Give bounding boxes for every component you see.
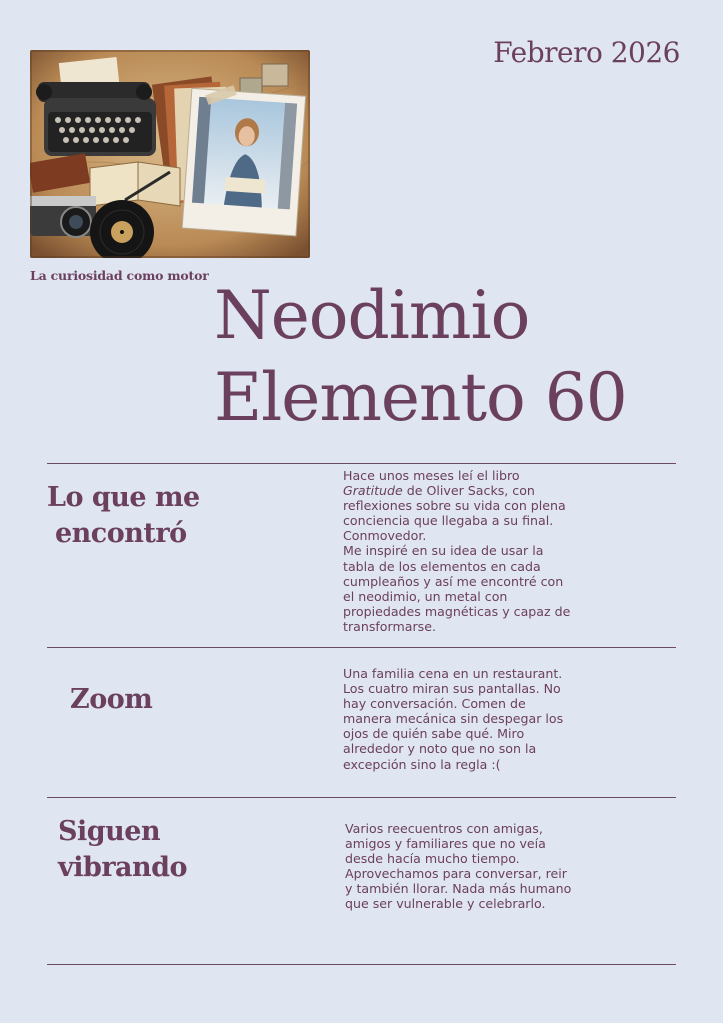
section-paragraph: Varios reecuentros con amigas, amigos y familiares que no veía desde hacía mucho tiempo. Aprovechamos para conversar, reir y también llorar. Nada más humano que ser vulnerable y celebrarlo. <box>345 821 572 912</box>
section-paragraph <box>343 468 571 543</box>
paragraph-text: de Oliver Sacks, con reflexiones sobre su vida con plena conciencia que llegaba a su final. Conmovedor. <box>343 483 566 544</box>
section-body-vibrando <box>345 821 573 912</box>
section-body-zoom <box>343 666 573 772</box>
section-paragraph: Me inspiré en su idea de usar la tabla de los elementos en cada cumpleaños y así me encontré con el neodimio, un metal con propiedades magnéticas y capaz de transformarse. <box>343 543 571 634</box>
section-divider <box>47 463 676 464</box>
section-body-encontro <box>343 468 571 634</box>
section-title-zoom <box>70 682 152 718</box>
section-title-vibrando <box>58 814 187 886</box>
section-title-line2: vibrando <box>58 852 188 883</box>
paragraph-text: Hace unos meses leí el libro <box>343 468 520 483</box>
section-title-line2: encontró <box>55 518 187 549</box>
section-title-line1: Lo que me <box>47 482 200 513</box>
section-divider <box>47 647 676 648</box>
section-divider <box>47 797 676 798</box>
page-title-line1: Neodimio <box>214 277 530 354</box>
image-caption: La curiosidad como motor <box>30 268 209 283</box>
book-title: Gratitude <box>343 483 403 499</box>
issue-date: Febrero 2026 <box>493 36 680 69</box>
page-title <box>214 275 694 439</box>
vintage-collage-image <box>30 50 310 258</box>
section-paragraph: Una familia cena en un restaurant. Los cuatro miran sus pantallas. No hay conversación. Comen de manera mecánica sin despegar los ojos de quién sabe qué. Miro alrededor y noto que no son la excepción sino la regla :( <box>343 666 564 772</box>
section-title-encontro <box>47 480 200 552</box>
section-divider <box>47 964 676 965</box>
section-title-line1: Siguen <box>58 816 161 847</box>
hero-illustration <box>30 50 310 258</box>
section-title-line1: Zoom <box>70 684 153 715</box>
page-title-line2: Elemento 60 <box>214 359 627 436</box>
